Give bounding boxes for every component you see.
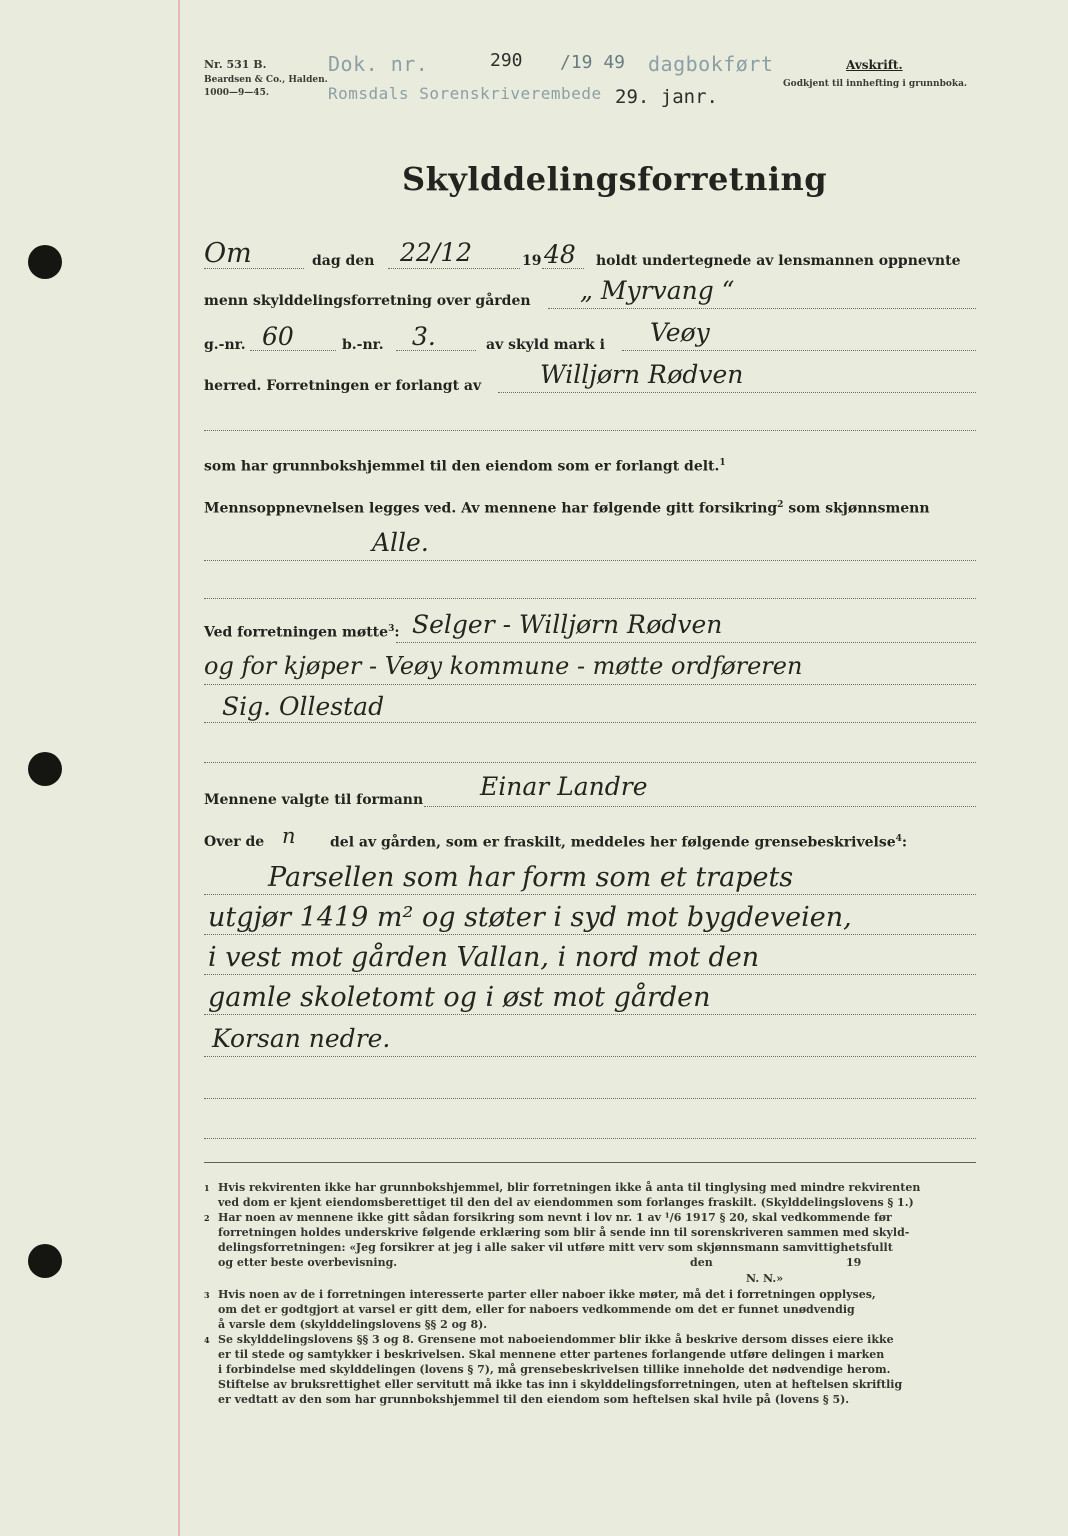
footnote-3-line-1: Hvis noen av de i forretningen interesserte parter eller naboer ikke møter, må det i forretningen opplyses, bbox=[218, 1288, 876, 1301]
footnote-ref-3: 3 bbox=[388, 624, 395, 634]
footnote-2-line-1: Har noen av mennene ikke gitt sådan forsikring som nevnt i lov nr. 1 av ¹/6 1917 § 20, skal vedkommende før bbox=[218, 1211, 892, 1224]
avskrift-label: Avskrift. bbox=[846, 58, 903, 72]
text-holdt: holdt undertegnede av lensmannen oppnevnte bbox=[596, 253, 961, 269]
footnote-4-mark: 4 bbox=[204, 1335, 210, 1345]
punch-hole-middle bbox=[28, 752, 62, 786]
footnote-3-line-2: om det er godtgjort at varsel er gitt dem, eller for naboers vedkommende om det er funnet unødvendig bbox=[218, 1303, 855, 1316]
grensebeskrivelse-text: del av gården, som er fraskilt, meddeles her følgende grensebeskrivelse bbox=[330, 834, 896, 851]
label-bnr: b.-nr. bbox=[342, 337, 384, 353]
grunnbokshjemmel-text: som har grunnbokshjemmel til den eiendom som er forlangt delt. bbox=[204, 458, 720, 475]
stamp-office: Romsdals Sorenskriverembede bbox=[328, 84, 602, 103]
text-formann: Mennene valgte til formann bbox=[204, 792, 424, 808]
desc-line-5: Korsan nedre. bbox=[212, 1024, 391, 1053]
hand-requester: Willjørn Rødven bbox=[540, 360, 744, 389]
hand-farm-name: „ Myrvang “ bbox=[580, 276, 735, 305]
text-mennsoppnevnelsen bbox=[204, 500, 930, 517]
footnote-4-line-5: er vedtatt av den som har grunnbokshjemmel til den eiendom som heftelsen skal hvile på (lovens § 5). bbox=[218, 1393, 850, 1406]
footnote-4-line-2: er til stede og samtykker i beskrivelsen. Skal mennene etter partenes forlangende utføre delingen i marken bbox=[218, 1348, 885, 1361]
footnote-2-den: den bbox=[690, 1256, 713, 1269]
hand-municipality: Veøy bbox=[650, 318, 710, 347]
hand-de-suffix: n bbox=[282, 824, 296, 848]
footnote-4-line-1: Se skylddelingslovens §§ 3 og 8. Grensene mot naboeiendommer blir ikke å beskrive dersom disses eiere ikke bbox=[218, 1333, 894, 1346]
stamp-number: 290 bbox=[490, 50, 523, 71]
footnote-ref-2: 2 bbox=[777, 500, 784, 510]
form-number: Nr. 531 B. bbox=[204, 58, 267, 71]
avskrift-note: Godkjent til innhefting i grunnboka. bbox=[783, 79, 968, 89]
label-dag-den: dag den bbox=[312, 253, 375, 269]
footnote-ref-4: 4 bbox=[895, 834, 902, 844]
hand-alle: Alle. bbox=[372, 528, 429, 557]
footnote-2-line-3: delingsforretningen: «Jeg forsikrer at jeg i alle saker vil utføre mitt verv som skjønnsmann samvittighetsfullt bbox=[218, 1241, 893, 1254]
text-forlangt-av: herred. Forretningen er forlangt av bbox=[204, 378, 482, 394]
desc-line-1: Parsellen som har form som et trapets bbox=[268, 862, 794, 893]
footnote-4-line-4: Stiftelse av bruksrettighet eller servitutt må ikke tas inn i skylddelingsforretningen, uten at heftelsen skriftlig bbox=[218, 1378, 903, 1391]
footnote-2-line-4: og etter beste overbevisning. bbox=[218, 1256, 398, 1269]
footnote-ref-1: 1 bbox=[719, 458, 726, 468]
text-ved-forretningen: Ved forretningen møtte$^3$: bbox=[204, 624, 400, 641]
hand-gnr: 60 bbox=[262, 322, 294, 351]
footnote-2-signature: N. N.» bbox=[746, 1272, 784, 1285]
text-grensebeskrivelse: del av gården, som er fraskilt, meddeles her følgende grensebeskrivelse$^4$: bbox=[330, 834, 908, 851]
label-gnr: g.-nr. bbox=[204, 337, 246, 353]
hand-attendees-3: Sig. Ollestad bbox=[222, 692, 385, 721]
printer-line: Beardsen & Co., Halden. bbox=[204, 75, 328, 85]
footnote-3-mark: 3 bbox=[204, 1290, 210, 1300]
stamp-date: 29. janr. bbox=[615, 86, 718, 108]
footnote-rule bbox=[204, 1162, 976, 1163]
ved-forretningen-label: Ved forretningen møtte bbox=[204, 624, 389, 641]
hand-om: Om bbox=[204, 238, 252, 269]
text-grunnbokshjemmel bbox=[204, 458, 726, 475]
hand-chairman: Einar Landre bbox=[480, 772, 648, 801]
desc-line-2: utgjør 1419 m² og støter i syd mot bygdeveien, bbox=[208, 902, 852, 933]
footnote-1-line-2: ved dom er kjent eiendomsberettiget til den del av eiendommen som forlanges fraskilt. (Skylddelingslovens § 1.) bbox=[218, 1196, 914, 1209]
punch-hole-bottom bbox=[28, 1244, 62, 1278]
mennsoppnevnelsen-a: Mennsoppnevnelsen legges ved. Av mennene har følgende gitt forsikring bbox=[204, 500, 778, 517]
hand-year: 48 bbox=[544, 240, 576, 269]
print-run: 1000—9—45. bbox=[204, 88, 269, 98]
desc-line-3: i vest mot gården Vallan, i nord mot den bbox=[208, 942, 760, 973]
hand-attendees-2: og for kjøper - Veøy kommune - møtte ordføreren bbox=[204, 652, 803, 680]
footnote-4-line-3: i forbindelse med skylddelingen (lovens § 7), må grensebeskrivelsen tillike inneholde det nødvendige herom. bbox=[218, 1363, 891, 1376]
text-skylddelingsforretning-over: menn skylddelingsforretning over gården bbox=[204, 293, 531, 309]
footnote-1-line-1: Hvis rekvirenten ikke har grunnbokshjemmel, blir forretningen ikke å anta til tinglysing med mindre rekvirenten bbox=[218, 1181, 921, 1194]
footnote-1-mark: 1 bbox=[204, 1183, 210, 1193]
hand-date: 22/12 bbox=[400, 238, 473, 267]
desc-line-4: gamle skoletomt og i øst mot gården bbox=[208, 982, 711, 1013]
text-av-skyld-mark: av skyld mark i bbox=[486, 337, 605, 353]
punch-hole-top bbox=[28, 245, 62, 279]
mennsoppnevnelsen-b: som skjønnsmenn bbox=[788, 500, 930, 517]
footnote-3-line-3: å varsle dem (skylddelingslovens §§ 2 og 8). bbox=[218, 1318, 488, 1331]
stamp-year: /19 49 bbox=[560, 52, 626, 73]
printed-year-19: 19 bbox=[522, 253, 542, 269]
stamp-dagbokfort: dagbokført bbox=[648, 52, 774, 76]
stamp-dok-label: Dok. nr. bbox=[328, 52, 429, 76]
hand-attendees-1: Selger - Willjørn Rødven bbox=[412, 610, 723, 639]
hand-bnr: 3. bbox=[412, 322, 436, 351]
document-title: Skylddelingsforretning bbox=[402, 160, 828, 198]
footnote-2-mark: 2 bbox=[204, 1213, 210, 1223]
margin-rule bbox=[178, 0, 180, 1536]
text-over-de: Over de bbox=[204, 834, 265, 850]
footnote-2-year: 19 bbox=[846, 1256, 862, 1269]
footnote-2-line-2: forretningen holdes underskrive følgende erklæring som blir å sende inn til sorenskriveren sammen med skyld- bbox=[218, 1226, 910, 1239]
